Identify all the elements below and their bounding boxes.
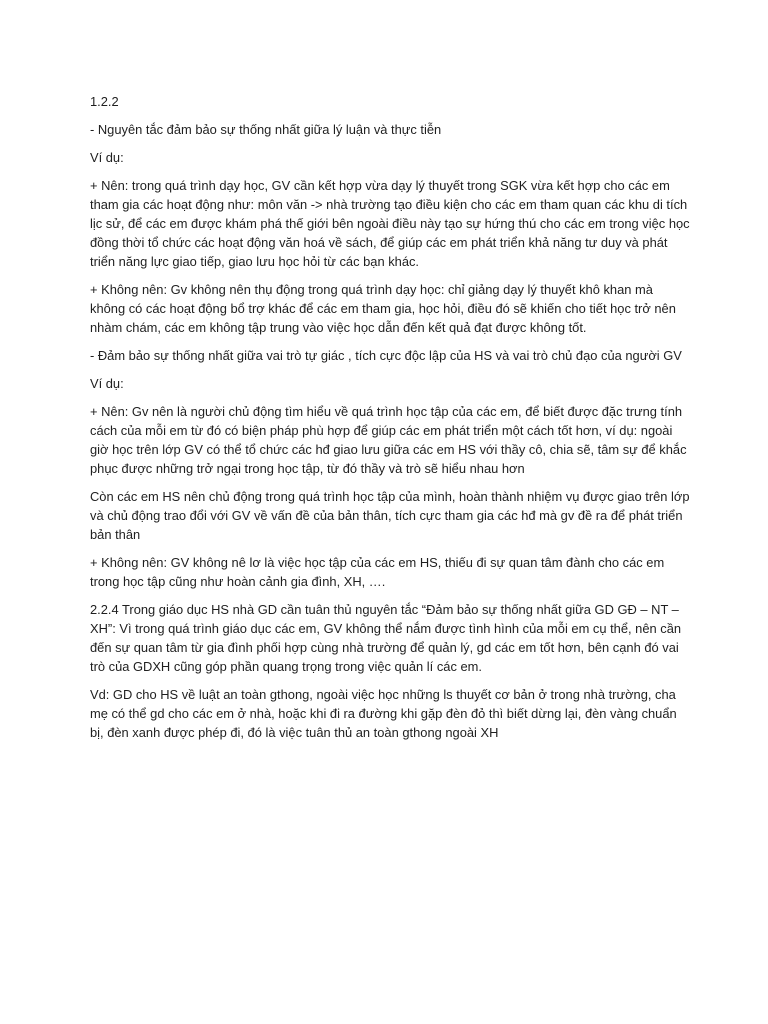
should-not-paragraph: + Không nên: Gv không nên thụ động trong quá trình dạy học: chỉ giảng dạy lý thuyết khô khan mà không có các hoạt động bổ trợ khác để các em tham gia, học hỏi, điều đó sẽ khiến cho tiết học trở nên nhàm chám, các em không tập trung vào việc học dẫn đến kết quả đạt được không tốt. [90,282,676,335]
principle-heading-theory-practice: - Nguyên tắc đảm bảo sự thống nhất giữa lý luận và thực tiễn [90,122,442,137]
example-paragraph: Vd: GD cho HS về luật an toàn gthong, ngoài việc học những ls thuyết cơ bản ở trong nhà trường, cha mẹ có thể gd cho các em ở nhà, hoặc khi đi ra đường khi gặp đèn đỏ thì biết dừng lại, đèn vàng chuẩn bị, đèn xanh được phép đi, đó là việc tuân thủ an toàn gthong ngoài XH [90,687,677,740]
section-number: 1.2.2 [90,94,119,109]
example-label: Ví dụ: [90,376,124,391]
document-body [90,92,690,751]
section-paragraph-2-2-4: 2.2.4 Trong giáo dục HS nhà GD cần tuân thủ nguyên tắc “Đảm bảo sự thống nhất giữa GD GĐ – NT – XH”: Vì trong quá trình giáo dục các em, GV không thể nắm được tình hình của mỗi em cụ thể, nên cần đến sự quan tâm từ gia đình phối hợp cùng nhà trường để quản lý, gd các em tốt hơn, bên cạnh đó vai trò của GDXH cũng góp phần quang trọng trong việc quản lí các em. [90,602,682,674]
students-paragraph: Còn các em HS nên chủ động trong quá trình học tập của mình, hoàn thành nhiệm vụ được giao trên lớp và chủ động trao đổi với GV về vấn đề của bản thân, tích cực tham gia các hđ mà gv đề ra để phát triển bản thân [90,489,690,542]
example-label: Ví dụ: [90,150,124,165]
should-paragraph: + Nên: trong quá trình dạy học, GV cần kết hợp vừa dạy lý thuyết trong SGK vừa kết hợp cho các em tham gia các hoạt động như: môn văn -> nhà trường tạo điều kiện cho các em tham quan các khu di tích lịc sử, để các em được khám phá thế giới bên ngoài điều này tạo sự hứng thú cho các em trong việc học đồng thời tổ chức các hoạt động văn hoá về sách, để giúp các em phát triển khả năng tư duy và phát triển năng lực giao tiếp, giao lưu học hỏi từ các bạn khác. [90,178,690,269]
should-not-paragraph: + Không nên: GV không nê lơ là việc học tập của các em HS, thiếu đi sự quan tâm đành cho các em trong học tập cũng như hoàn cảnh gia đình, XH, …. [90,555,665,589]
should-paragraph: + Nên: Gv nên là người chủ động tìm hiểu về quá trình học tập của các em, để biết được đặc trưng tính cách của mỗi em từ đó có biện pháp phù hợp để giúp các em phát triển một cách tốt hơn, ví dụ: ngoài giờ học trên lớp GV có thể tổ chức các hđ giao lưu giữa các em HS với thầy cô, chia sẽ, tâm sự để khắc phục được những trở ngại trong học tập, từ đó thầy và trò sẽ hiểu nhau hơn [90,404,687,476]
principle-heading-roles: - Đảm bảo sự thống nhất giữa vai trò tự giác , tích cực độc lập của HS và vai trò chủ đạo của người GV [90,348,682,363]
